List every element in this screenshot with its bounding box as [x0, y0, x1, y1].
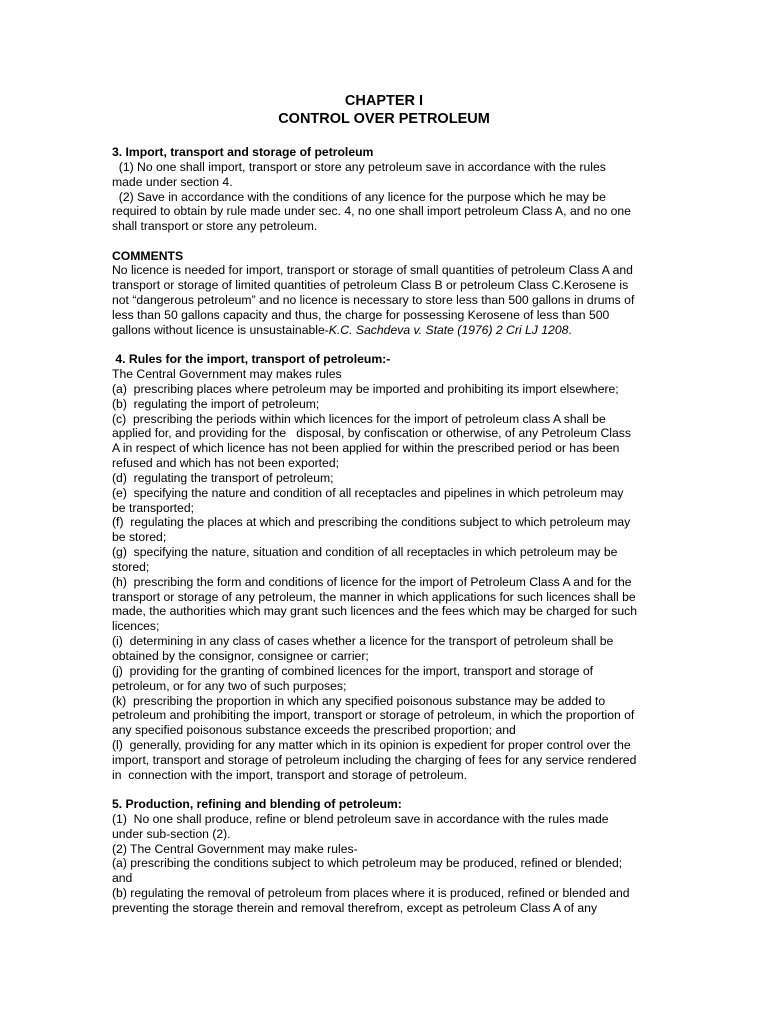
- section-4-heading: 4. Rules for the import, transport of petroleum:-: [112, 352, 391, 367]
- section-4-line: (c) prescribing the periods within which licences for the import of petroleum class A shall be: [112, 411, 606, 426]
- section-4-line: be stored;: [112, 530, 167, 545]
- section-4-line: (b) regulating the import of petroleum;: [112, 396, 320, 411]
- section-4-line: (i) determining in any class of cases whether a licence for the transport of petroleum shall be: [112, 634, 614, 649]
- section-5-line: (2) The Central Government may make rules-: [112, 841, 358, 856]
- section-5-line: (b) regulating the removal of petroleum from places where it is produced, refined or blended and: [112, 886, 630, 901]
- section-5-line: preventing the storage therein and removal therefrom, except as petroleum Class A of any: [112, 901, 598, 915]
- section-5-line: (1) No one shall produce, refine or blend petroleum save in accordance with the rules made: [112, 811, 609, 826]
- section-4-line: (e) specifying the nature and condition of all receptacles and pipelines in which petroleum may: [112, 485, 624, 500]
- section-3-p1-line: made under section 4.: [112, 174, 233, 189]
- section-4-line: (j) providing for the granting of combined licences for the import, transport and storage of: [112, 663, 593, 678]
- section-4-line: obtained by the consignor, consignee or carrier;: [112, 649, 369, 663]
- section-4-line: petroleum and prohibiting the import, transport or storage of petroleum, in which the proportion of: [112, 708, 635, 723]
- section-4-line: (d) regulating the transport of petroleum;: [112, 470, 334, 485]
- section-3-p1-line: (1) No one shall import, transport or store any petroleum save in accordance with the rules: [112, 159, 606, 174]
- section-5-line: (a) prescribing the conditions subject to which petroleum may be produced, refined or blended;: [112, 856, 623, 871]
- comments-last-text: gallons without licence is unsustainable-: [112, 322, 329, 337]
- section-3-heading: 3. Import, transport and storage of petroleum: [112, 145, 374, 159]
- section-5-line: under sub-section (2).: [112, 826, 231, 841]
- section-4-line: licences;: [112, 619, 160, 634]
- section-5-list: [112, 812, 660, 916]
- section-4-line: (h) prescribing the form and conditions of licence for the import of Petroleum Class A and for the: [112, 574, 632, 589]
- section-4-line: transport or storage of any petroleum, the manner in which applications for such licences shall be: [112, 589, 636, 604]
- chapter-title: CONTROL OVER PETROLEUM: [278, 111, 490, 127]
- section-4-line: (k) prescribing the proportion in which any specified poisonous substance may be added to: [112, 693, 606, 708]
- comments-line: not “dangerous petroleum” and no licence is necessary to store less than 500 gallons in drums of: [112, 293, 635, 308]
- section-4-line: (g) specifying the nature, situation and condition of all receptacles in which petroleum may be: [112, 545, 618, 560]
- document-body: [112, 145, 660, 916]
- chapter-number: CHAPTER I: [344, 93, 424, 109]
- section-4-line: applied for, and providing for the disposal, by confiscation or otherwise, of any Petroleum Class: [112, 426, 631, 441]
- case-citation: K.C. Sachdeva v. State (1976) 2 Cri LJ 1208: [328, 322, 569, 337]
- section-4-line: A in respect of which licence has not been applied for within the prescribed period or has been: [112, 441, 620, 456]
- section-4-line: import, transport and storage of petroleum including the charging of fees for any service rendered: [112, 752, 637, 767]
- section-4-line: refused and which has not been exported;: [112, 456, 339, 471]
- section-3-p2-line: shall transport or store any petroleum.: [112, 219, 318, 234]
- section-4-line: in connection with the import, transport and storage of petroleum.: [112, 767, 467, 782]
- section-3-p2-line: (2) Save in accordance with the conditions of any licence for the purpose which he may be: [112, 189, 606, 204]
- section-4-line: (l) generally, providing for any matter which in its opinion is expedient for proper control over the: [112, 738, 631, 753]
- comments-line: transport or storage of limited quantities of petroleum Class B or petroleum Class C.Kerosene is: [112, 278, 629, 293]
- section-4-line: any specified poisonous substance exceeds the prescribed proportion; and: [112, 723, 516, 738]
- section-4-line: made, the authorities which may grant such licences and the fees which may be charged for such: [112, 604, 638, 619]
- comments-line: No licence is needed for import, transport or storage of small quantities of petroleum Class A and: [112, 263, 633, 278]
- section-5-heading: 5. Production, refining and blending of petroleum:: [112, 797, 402, 812]
- section-4-line: stored;: [112, 559, 150, 574]
- section-4-line: (a) prescribing places where petroleum may be imported and prohibiting its import elsewhere;: [112, 381, 619, 396]
- section-4-list: [112, 367, 660, 783]
- section-4-line: The Central Government may makes rules: [112, 366, 342, 381]
- comments-last-end: .: [568, 322, 572, 337]
- section-3-p2-line: required to obtain by rule made under sec. 4, no one shall import petroleum Class A, and no one: [112, 204, 631, 219]
- section-4-line: (f) regulating the places at which and prescribing the conditions subject to which petroleum may: [112, 515, 631, 530]
- comments-line: less than 50 gallons capacity and thus, the charge for possessing Kerosene of less than 500: [112, 307, 610, 322]
- section-4-line: be transported;: [112, 500, 194, 515]
- comments-heading: COMMENTS: [112, 248, 184, 263]
- section-5-line: and: [112, 871, 133, 886]
- comments-last-line: [112, 323, 660, 338]
- section-4-line: petroleum, or for any two of such purposes;: [112, 678, 347, 693]
